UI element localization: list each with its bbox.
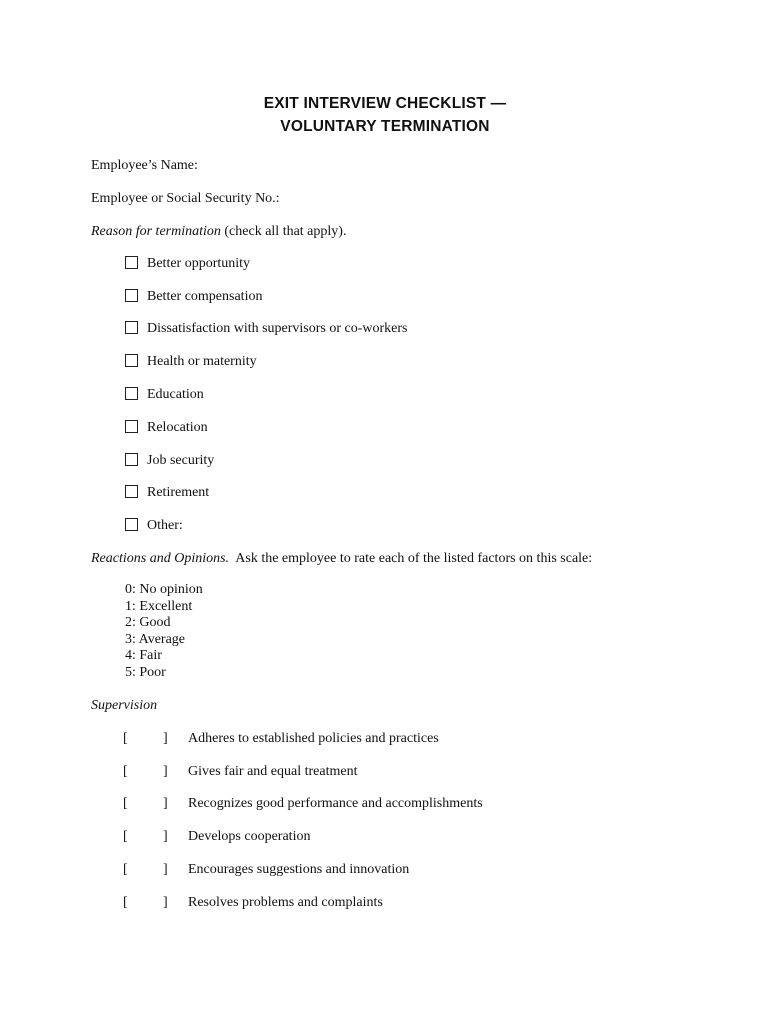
supervision-rating-row <box>0 894 770 912</box>
checkbox[interactable] <box>125 453 138 466</box>
reactions-heading <box>91 550 592 568</box>
reactions-heading-rest: Ask the employee to rate each of the listed factors on this scale: <box>229 551 593 566</box>
rating-bracket-close: ] <box>163 796 168 811</box>
reason-option-label: Education <box>147 387 204 402</box>
reason-option-label: Other: <box>147 518 183 533</box>
scale-item: 3: Average <box>125 631 185 647</box>
rating-bracket-close: ] <box>163 731 168 746</box>
rating-bracket-open: [ <box>123 829 128 844</box>
rating-scale-list <box>125 582 203 681</box>
rating-bracket-open: [ <box>123 764 128 779</box>
rating-bracket-open: [ <box>123 731 128 746</box>
supervision-item-label: Gives fair and equal treatment <box>188 764 358 779</box>
supervision-item-label: Recognizes good performance and accomplishments <box>188 796 483 811</box>
scale-item: 4: Fair <box>125 648 162 663</box>
supervision-heading: Supervision <box>91 698 158 713</box>
reactions-heading-italic: Reactions and Opinions. <box>91 551 230 566</box>
supervision-item-label: Resolves problems and complaints <box>188 895 383 910</box>
rating-bracket-open: [ <box>123 862 128 877</box>
checkbox[interactable] <box>125 485 138 498</box>
reason-option-label: Health or maternity <box>147 354 257 369</box>
supervision-item-label: Encourages suggestions and innovation <box>188 862 410 877</box>
scale-item: 1: Excellent <box>125 598 193 614</box>
checkbox[interactable] <box>125 321 138 334</box>
supervision-item-label: Adheres to established policies and practices <box>188 731 439 746</box>
reason-option-label: Dissatisfaction with supervisors or co-workers <box>147 321 408 336</box>
rating-bracket-close: ] <box>163 764 168 779</box>
rating-bracket-close: ] <box>163 895 168 910</box>
checkbox[interactable] <box>125 420 138 433</box>
supervision-rating-row <box>0 795 770 813</box>
reason-heading <box>91 223 346 241</box>
employee-number-label: Employee or Social Security No.: <box>91 191 280 206</box>
reason-option-label: Better opportunity <box>147 256 251 271</box>
checkbox[interactable] <box>125 387 138 400</box>
document-title-line-1: EXIT INTERVIEW CHECKLIST — <box>263 95 507 112</box>
rating-bracket-close: ] <box>163 829 168 844</box>
supervision-item-label: Develops cooperation <box>188 829 311 844</box>
scale-item: 2: Good <box>125 615 171 630</box>
reason-heading-italic: Reason for termination <box>91 224 221 239</box>
rating-bracket-close: ] <box>163 862 168 877</box>
supervision-rating-row <box>0 730 770 748</box>
reason-option-label: Better compensation <box>147 289 263 304</box>
scale-item: 0: No opinion <box>125 582 203 597</box>
supervision-rating-row <box>0 861 770 879</box>
supervision-rating-row <box>0 763 770 781</box>
document-title-line-2: VOLUNTARY TERMINATION <box>280 118 490 135</box>
checkbox[interactable] <box>125 289 138 302</box>
checkbox[interactable] <box>125 518 138 531</box>
checkbox[interactable] <box>125 256 138 269</box>
reason-heading-rest: (check all that apply). <box>220 224 347 239</box>
supervision-rating-row <box>0 828 770 846</box>
reason-option-label: Job security <box>147 453 215 468</box>
reason-option-label: Retirement <box>147 485 210 500</box>
rating-bracket-open: [ <box>123 895 128 910</box>
reason-option-label: Relocation <box>147 420 208 435</box>
employee-name-label: Employee’s Name: <box>91 158 198 173</box>
rating-bracket-open: [ <box>123 796 128 811</box>
checkbox[interactable] <box>125 354 138 367</box>
scale-item: 5: Poor <box>125 664 166 680</box>
